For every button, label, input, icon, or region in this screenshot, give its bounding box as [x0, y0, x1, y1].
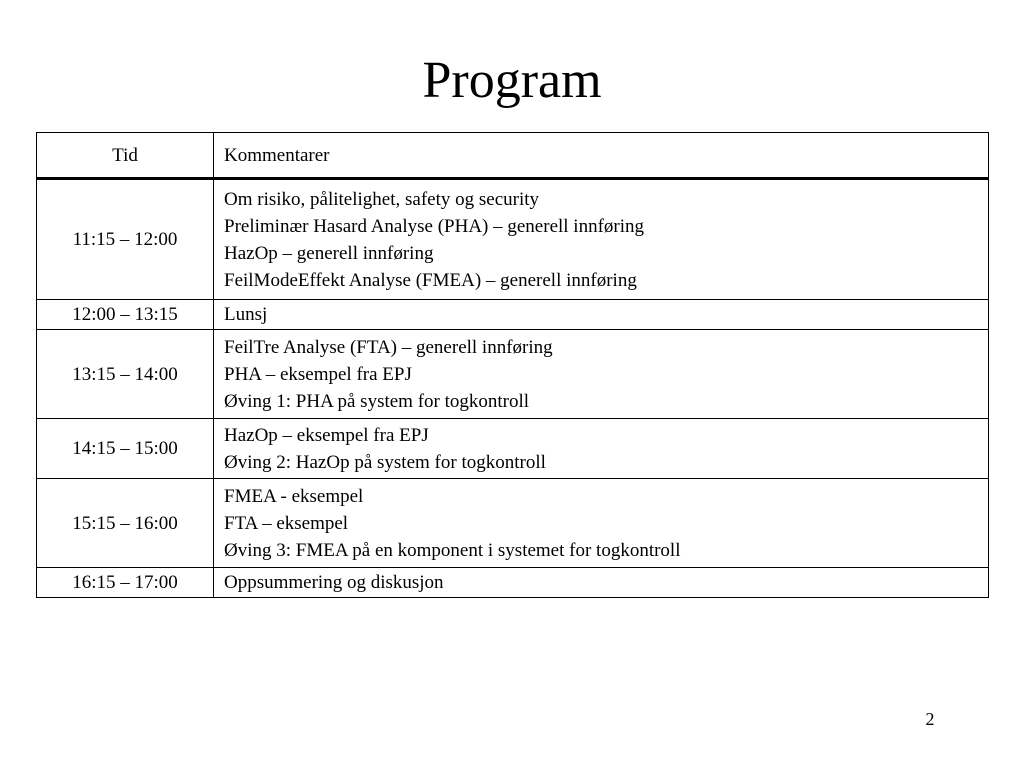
comment-line: Om risiko, pålitelighet, safety og security	[224, 188, 540, 210]
comments-cell	[214, 179, 989, 300]
comments-cell	[214, 568, 989, 598]
comment-line: HazOp – generell innføring	[224, 242, 434, 264]
table-row	[37, 179, 989, 300]
comment-line: FTA – eksempel	[224, 512, 349, 534]
table-row	[37, 330, 989, 419]
comments-cell	[214, 419, 989, 479]
table-row	[37, 479, 989, 568]
comment-line: Preliminær Hasard Analyse (PHA) – generell innføring	[224, 215, 645, 237]
comments-cell	[214, 479, 989, 568]
comment-line: Øving 3: FMEA på en komponent i systemet for togkontroll	[224, 539, 681, 561]
comments-cell	[214, 330, 989, 419]
comment-line: Øving 2: HazOp på system for togkontroll	[224, 451, 546, 473]
table-row	[37, 568, 989, 598]
program-table	[36, 132, 989, 598]
slide-title: Program	[422, 52, 602, 109]
table-row	[37, 300, 989, 330]
table-body	[37, 179, 989, 598]
comment-line: FeilModeEffekt Analyse (FMEA) – generell innføring	[224, 269, 637, 291]
time-cell: 15:15 – 16:00	[37, 479, 214, 568]
comment-line: FeilTre Analyse (FTA) – generell innføring	[224, 336, 553, 358]
comment-line: Øving 1: PHA på system for togkontroll	[224, 390, 530, 412]
comment-line: FMEA - eksempel	[224, 485, 364, 507]
table-header	[37, 133, 989, 179]
comments-cell	[214, 300, 989, 330]
comment-line: Oppsummering og diskusjon	[224, 572, 444, 593]
table-row	[37, 419, 989, 479]
comment-line: Lunsj	[224, 304, 268, 325]
comment-line: PHA – eksempel fra EPJ	[224, 363, 412, 385]
time-cell: 14:15 – 15:00	[37, 419, 214, 479]
comment-line: HazOp – eksempel fra EPJ	[224, 424, 429, 446]
time-cell: 12:00 – 13:15	[37, 300, 214, 330]
header-time: Tid	[37, 133, 214, 179]
header-comments: Kommentarer	[214, 133, 989, 179]
time-cell: 11:15 – 12:00	[37, 179, 214, 300]
table-header-row	[37, 133, 989, 179]
page-number: 2	[925, 709, 935, 729]
time-cell: 16:15 – 17:00	[37, 568, 214, 598]
time-cell: 13:15 – 14:00	[37, 330, 214, 419]
